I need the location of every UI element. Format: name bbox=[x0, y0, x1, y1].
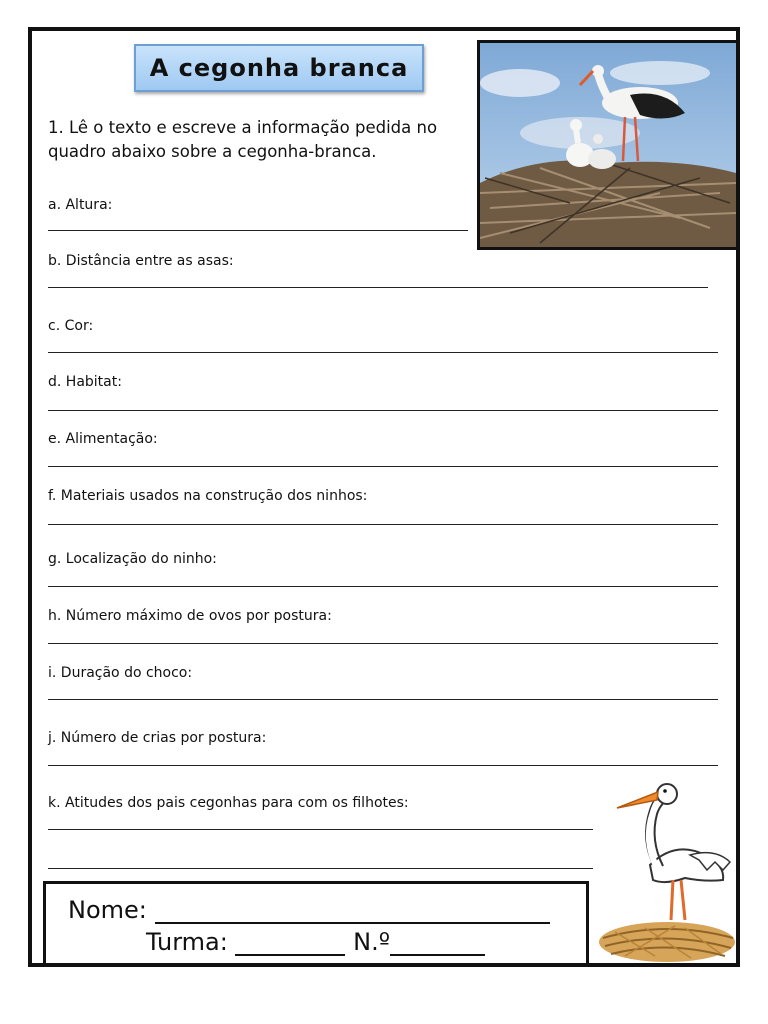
question-b-label: b. Distância entre as asas: bbox=[48, 253, 234, 269]
answer-line-a[interactable] bbox=[48, 230, 468, 231]
stork-clipart bbox=[595, 770, 745, 970]
name-label: Nome: bbox=[68, 896, 147, 924]
answer-line-d[interactable] bbox=[48, 410, 718, 411]
answer-line-e[interactable] bbox=[48, 466, 718, 467]
stork-nest-photo bbox=[477, 40, 739, 250]
question-c-label: c. Cor: bbox=[48, 318, 94, 334]
turma-label: Turma: bbox=[146, 928, 228, 956]
name-field[interactable] bbox=[155, 900, 550, 924]
question-e-label: e. Alimentação: bbox=[48, 431, 158, 447]
answer-line-j[interactable] bbox=[48, 765, 718, 766]
answer-line-g[interactable] bbox=[48, 586, 718, 587]
number-label: N.º bbox=[353, 928, 391, 956]
title-banner bbox=[134, 44, 424, 92]
answer-line-i[interactable] bbox=[48, 699, 718, 700]
name-row bbox=[68, 896, 550, 924]
question-j-label: j. Número de crias por postura: bbox=[48, 730, 267, 746]
question-k-label: k. Atitudes dos pais cegonhas para com os filhotes: bbox=[48, 795, 409, 811]
answer-line-b[interactable] bbox=[48, 287, 708, 288]
turma-row bbox=[146, 928, 485, 956]
answer-line-c[interactable] bbox=[48, 352, 718, 353]
question-d-label: d. Habitat: bbox=[48, 374, 122, 390]
number-field[interactable] bbox=[390, 932, 485, 956]
turma-field[interactable] bbox=[235, 932, 345, 956]
question-f-label: f. Materiais usados na construção dos ninhos: bbox=[48, 488, 368, 504]
question-i-label: i. Duração do choco: bbox=[48, 665, 193, 681]
question-g-label: g. Localização do ninho: bbox=[48, 551, 217, 567]
answer-line-f[interactable] bbox=[48, 524, 718, 525]
question-h-label: h. Número máximo de ovos por postura: bbox=[48, 608, 332, 624]
answer-line-h[interactable] bbox=[48, 643, 718, 644]
page-title: A cegonha branca bbox=[149, 54, 409, 82]
answer-line-k1[interactable] bbox=[48, 829, 593, 830]
instruction-text: 1. Lê o texto e escreve a informação pedida no quadro abaixo sobre a cegonha-branca. bbox=[48, 118, 438, 161]
answer-line-k2[interactable] bbox=[48, 868, 593, 869]
student-info-box bbox=[43, 881, 589, 966]
question-a-label: a. Altura: bbox=[48, 197, 113, 213]
